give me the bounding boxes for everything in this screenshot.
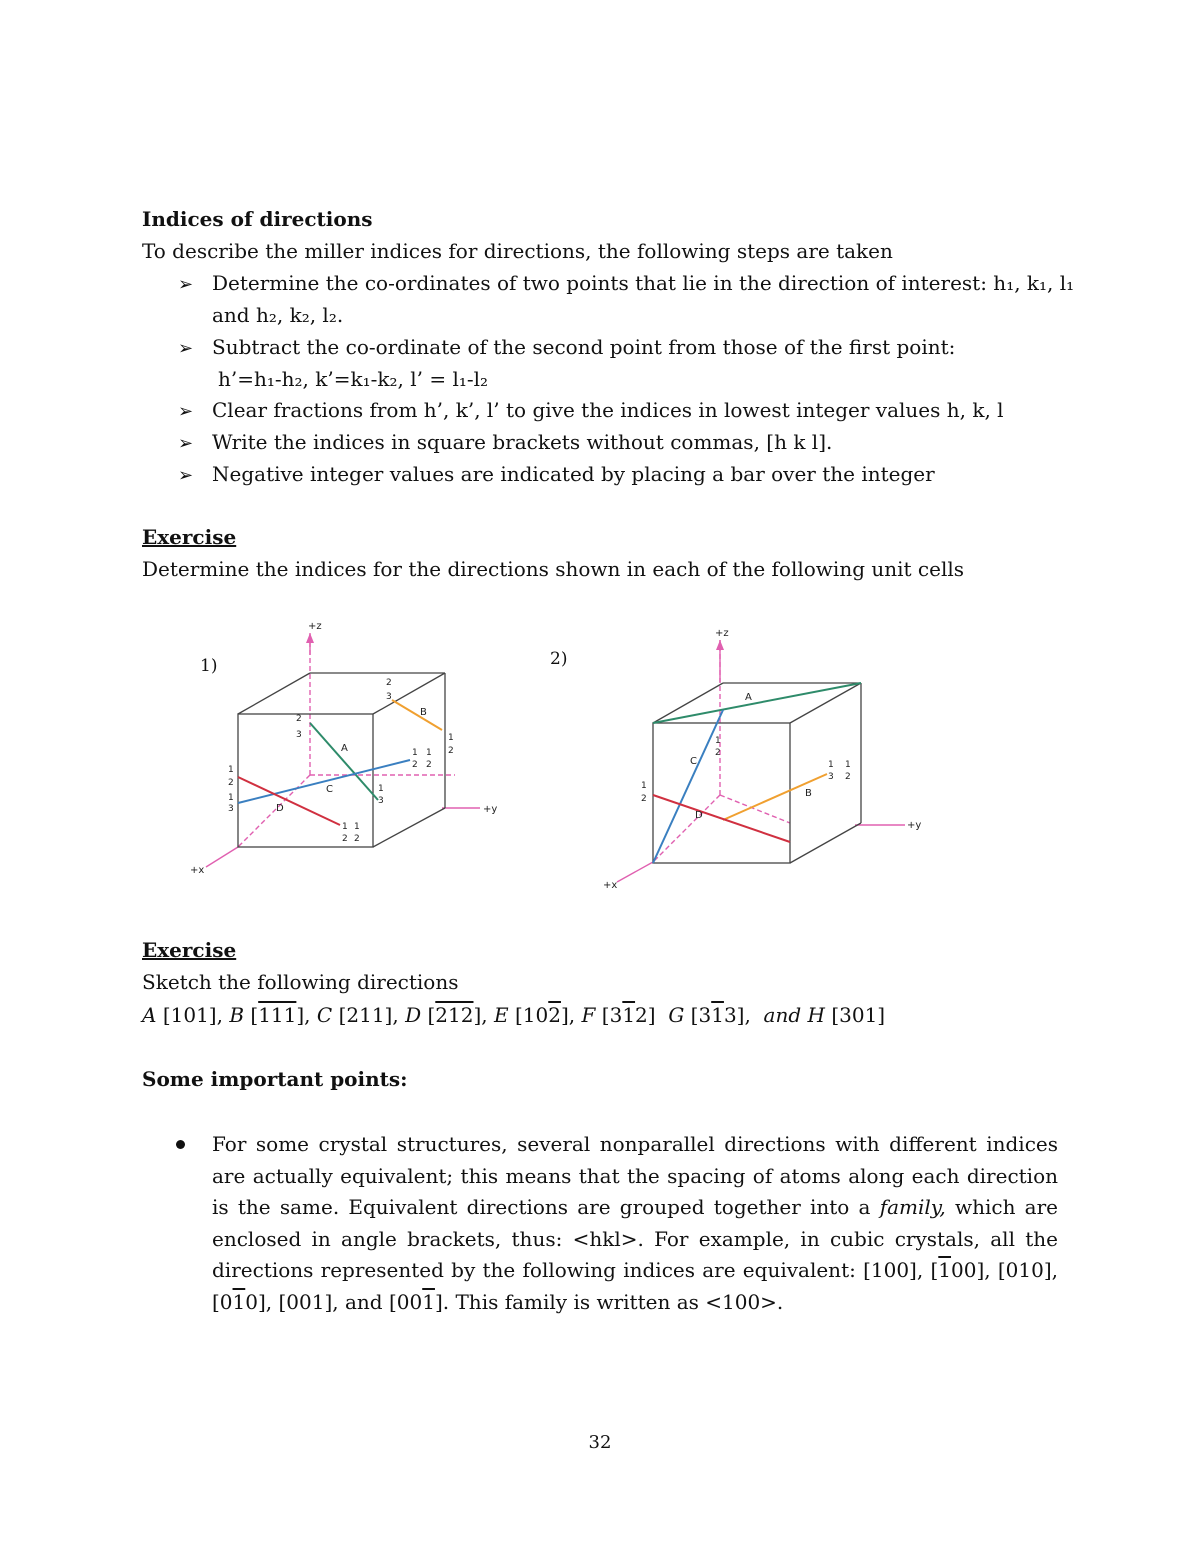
frac-label: 2 — [296, 714, 302, 724]
label-D: D — [695, 810, 703, 821]
cube-edge — [790, 823, 861, 863]
step-1-cont: and h₂, k₂, l₂. — [212, 303, 344, 327]
frac-label: 2 — [228, 778, 234, 788]
step-5: Negative integer values are indicated by placing a bar over the integer — [212, 462, 935, 486]
direction-C-line — [653, 710, 723, 863]
dir-index-bar: 1 — [622, 1003, 636, 1027]
exercise-text-1: Determine the indices for the directions shown in each of the following unit cells — [142, 557, 965, 581]
dir-letter: F — [581, 1003, 596, 1027]
frac-label: 3 — [378, 796, 384, 806]
para-text-2: which are enclosed in angle brackets, thus: <hkl>. For example, in cubic crystals, all the directions represented by the following indices are equivalent: [100], [ — [212, 1195, 1058, 1283]
dir-index: 3 — [609, 1003, 623, 1027]
dir-index-bar: 111 — [258, 1003, 297, 1027]
label-A: A — [745, 692, 752, 703]
direction-A-line — [310, 723, 378, 800]
unit-cell-figure-2 — [595, 620, 935, 895]
frac-label: 1 — [354, 822, 360, 832]
dir-letter: H — [807, 1003, 825, 1027]
arrow-bullet-icon: ➢ — [178, 465, 194, 486]
dir-and: and — [763, 1003, 802, 1027]
dir-letter: A — [142, 1003, 157, 1027]
step-3: Clear fractions from h’, k’, l’ to give the indices in lowest integer values h, k, l — [212, 398, 1004, 422]
axis-z-label: +z — [715, 628, 729, 639]
section-title: Indices of directions — [142, 207, 373, 231]
arrow-bullet-icon: ➢ — [178, 401, 194, 422]
dir-index: [101] — [162, 1003, 217, 1027]
figure-1-label: 1) — [200, 656, 218, 676]
x-axis-line — [617, 862, 653, 882]
label-A: A — [341, 743, 348, 754]
axis-y-label: +y — [907, 820, 922, 831]
frac-label: 2 — [448, 746, 454, 756]
frac-label: 1 — [715, 736, 721, 746]
frac-label: 3 — [296, 730, 302, 740]
frac-label: 1 — [412, 748, 418, 758]
dir-index-bar: 1 — [711, 1003, 724, 1027]
important-heading: Some important points: — [142, 1067, 408, 1091]
frac-label: 1 — [828, 760, 834, 770]
frac-label: 1 — [228, 765, 234, 775]
dir-index: [301] — [831, 1003, 886, 1027]
x-axis-line — [206, 847, 238, 867]
direction-list: A [101], B [111], C [211], D [212], E [102], F [312] G [313], and H [301] — [142, 1003, 886, 1027]
dir-index-bar: 2 — [548, 1003, 561, 1027]
bar-digit: 1 — [938, 1258, 952, 1283]
dir-letter: E — [494, 1003, 509, 1027]
direction-C-line — [238, 760, 410, 803]
dir-index: 10 — [522, 1003, 549, 1027]
frac-label: 1 — [228, 793, 234, 803]
section-intro: To describe the miller indices for directions, the following steps are taken — [142, 239, 893, 263]
para-text-1: For some crystal structures, several nonparallel directions with different indices are actually equivalent; this means that the spacing of atoms along each direction is the same. Equivalent directions are grouped together into a — [212, 1132, 1058, 1220]
page-number: 32 — [588, 1432, 612, 1453]
label-D: D — [276, 803, 284, 814]
dir-letter: G — [668, 1003, 685, 1027]
frac-label: 1 — [641, 781, 647, 791]
arrow-bullet-icon: ➢ — [178, 338, 194, 359]
family-term: family, — [879, 1195, 946, 1220]
unit-cell-figure-1 — [180, 615, 510, 885]
dir-index: 3 — [723, 1003, 737, 1027]
figure-2-label: 2) — [550, 649, 568, 669]
x-axis-dashed — [238, 775, 310, 847]
para-text-5: ]. This family is written as <100>. — [434, 1289, 784, 1314]
exercise-heading-2: Exercise — [142, 938, 237, 962]
step-2-formula: h’=h₁-h₂, k’=k₁-k₂, l’ = l₁-l₂ — [218, 367, 489, 391]
axis-z-label: +z — [308, 621, 322, 632]
axis-x-label: +x — [190, 865, 205, 876]
frac-label: 3 — [828, 772, 834, 782]
direction-B-line — [392, 700, 442, 730]
cube-edge — [238, 673, 310, 714]
axis-x-label: +x — [603, 880, 618, 891]
frac-label: 2 — [412, 760, 418, 770]
frac-label: 1 — [378, 784, 384, 794]
frac-label: 1 — [426, 748, 432, 758]
step-2: Subtract the co-ordinate of the second point from those of the first point: — [212, 335, 956, 359]
x-axis-dashed — [653, 795, 720, 862]
frac-label: 3 — [228, 804, 234, 814]
cube-edge — [373, 808, 445, 847]
y-axis-dashed — [720, 795, 790, 823]
bullet-dot-icon — [176, 1140, 185, 1149]
dir-letter: B — [229, 1003, 245, 1027]
frac-label: 2 — [386, 678, 392, 688]
direction-D-line — [238, 777, 340, 825]
label-C: C — [690, 756, 697, 767]
step-1: Determine the co-ordinates of two points that lie in the direction of interest: h₁, k₁, l₁ — [212, 271, 1075, 295]
para-text-3: 00], [010], [0 — [212, 1258, 1059, 1314]
label-B: B — [805, 788, 812, 799]
dir-index: 2 — [635, 1003, 648, 1027]
cube-edge — [373, 673, 445, 714]
dir-letter: C — [316, 1003, 333, 1027]
frac-label: 1 — [342, 822, 348, 832]
dir-index: [211] — [338, 1003, 393, 1027]
bar-digit: 1 — [422, 1289, 435, 1314]
frac-label: 3 — [386, 692, 392, 702]
bar-digit: 1 — [232, 1289, 246, 1314]
z-axis-arrowhead — [306, 633, 314, 643]
frac-label: 1 — [448, 733, 454, 743]
exercise-text-2: Sketch the following directions — [142, 970, 459, 994]
arrow-bullet-icon: ➢ — [178, 433, 194, 454]
frac-label: 2 — [342, 834, 348, 844]
para-text-4: 0], [001], and [00 — [245, 1289, 423, 1314]
frac-label: 2 — [354, 834, 360, 844]
z-axis-arrowhead — [716, 640, 724, 650]
step-4: Write the indices in square brackets without commas, [h k l]. — [212, 430, 833, 454]
dir-letter: D — [405, 1003, 422, 1027]
frac-label: 1 — [845, 760, 851, 770]
exercise-heading-1: Exercise — [142, 525, 237, 549]
axis-y-label: +y — [483, 804, 498, 815]
direction-A-line — [653, 683, 861, 723]
frac-label: 2 — [641, 794, 647, 804]
arrow-bullet-icon: ➢ — [178, 274, 194, 295]
important-paragraph — [212, 1129, 1058, 1319]
frac-label: 2 — [715, 748, 721, 758]
frac-label: 2 — [426, 760, 432, 770]
label-C: C — [326, 784, 333, 795]
frac-label: 2 — [845, 772, 851, 782]
label-B: B — [420, 707, 427, 718]
dir-index: 3 — [698, 1003, 712, 1027]
dir-index-bar: 212 — [435, 1003, 474, 1027]
